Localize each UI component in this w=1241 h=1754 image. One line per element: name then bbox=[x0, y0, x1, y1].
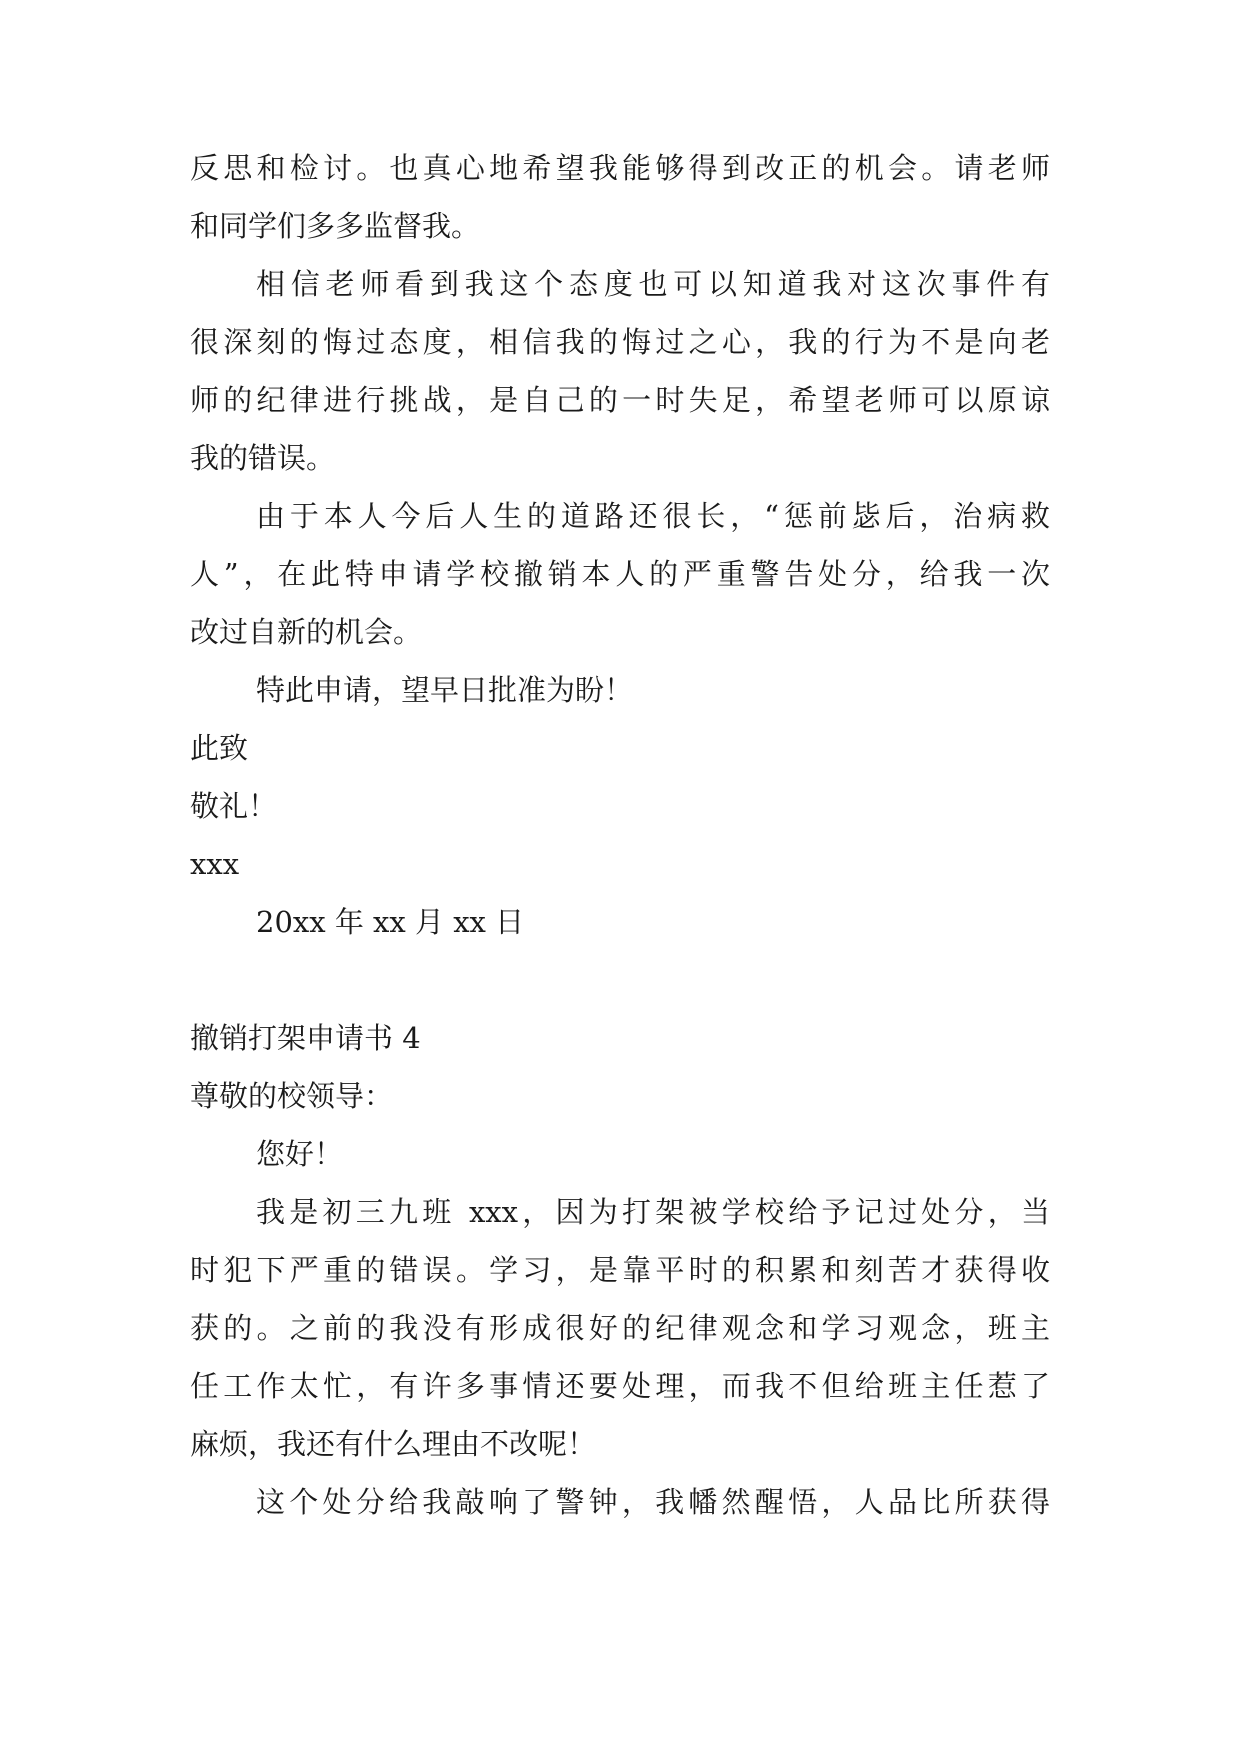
body-text-line: 相信老师看到我这个态度也可以知道我对这次事件有 bbox=[256, 267, 1050, 301]
body-text-line: 我的错误。 bbox=[190, 441, 336, 475]
signature-name: xxx bbox=[190, 847, 240, 881]
salutation-line: 敬礼！ bbox=[190, 789, 278, 823]
body-text-line: 任工作太忙，有许多事情还要处理，而我不但给班主任惹了 bbox=[190, 1369, 1050, 1403]
body-text-line: 获的。之前的我没有形成很好的纪律观念和学习观念，班主 bbox=[190, 1311, 1050, 1345]
body-text-line: 由于本人今后人生的道路还很长，“惩前毖后，治病救 bbox=[256, 499, 1050, 533]
body-text-line: 改过自新的机会。 bbox=[190, 615, 423, 649]
section-title: 撤销打架申请书 4 bbox=[190, 1021, 421, 1055]
body-text-line: 时犯下严重的错误。学习，是靠平时的积累和刻苦才获得收 bbox=[190, 1253, 1050, 1287]
body-text-line: 很深刻的悔过态度，相信我的悔过之心，我的行为不是向老 bbox=[190, 325, 1050, 359]
body-text-line: 特此申请，望早日批准为盼！ bbox=[256, 673, 634, 707]
body-text-line: 人”，在此特申请学校撤销本人的严重警告处分，给我一次 bbox=[190, 557, 1050, 591]
body-text-line: 这个处分给我敲响了警钟，我幡然醒悟，人品比所获得 bbox=[256, 1485, 1050, 1519]
signature-date: 20xx 年 xx 月 xx 日 bbox=[256, 905, 525, 939]
greeting-recipient: 尊敬的校领导： bbox=[190, 1079, 394, 1113]
body-text-line: 麻烦，我还有什么理由不改呢！ bbox=[190, 1427, 597, 1461]
greeting-line: 您好！ bbox=[256, 1137, 344, 1171]
body-text-line: 反思和检讨。也真心地希望我能够得到改正的机会。请老师 bbox=[190, 151, 1050, 185]
body-text-line: 我是初三九班 xxx，因为打架被学校给予记过处分，当 bbox=[256, 1195, 1050, 1229]
body-text-line: 和同学们多多监督我。 bbox=[190, 209, 481, 243]
body-text-line: 师的纪律进行挑战，是自己的一时失足，希望老师可以原谅 bbox=[190, 383, 1050, 417]
closing-line: 此致 bbox=[190, 731, 249, 765]
